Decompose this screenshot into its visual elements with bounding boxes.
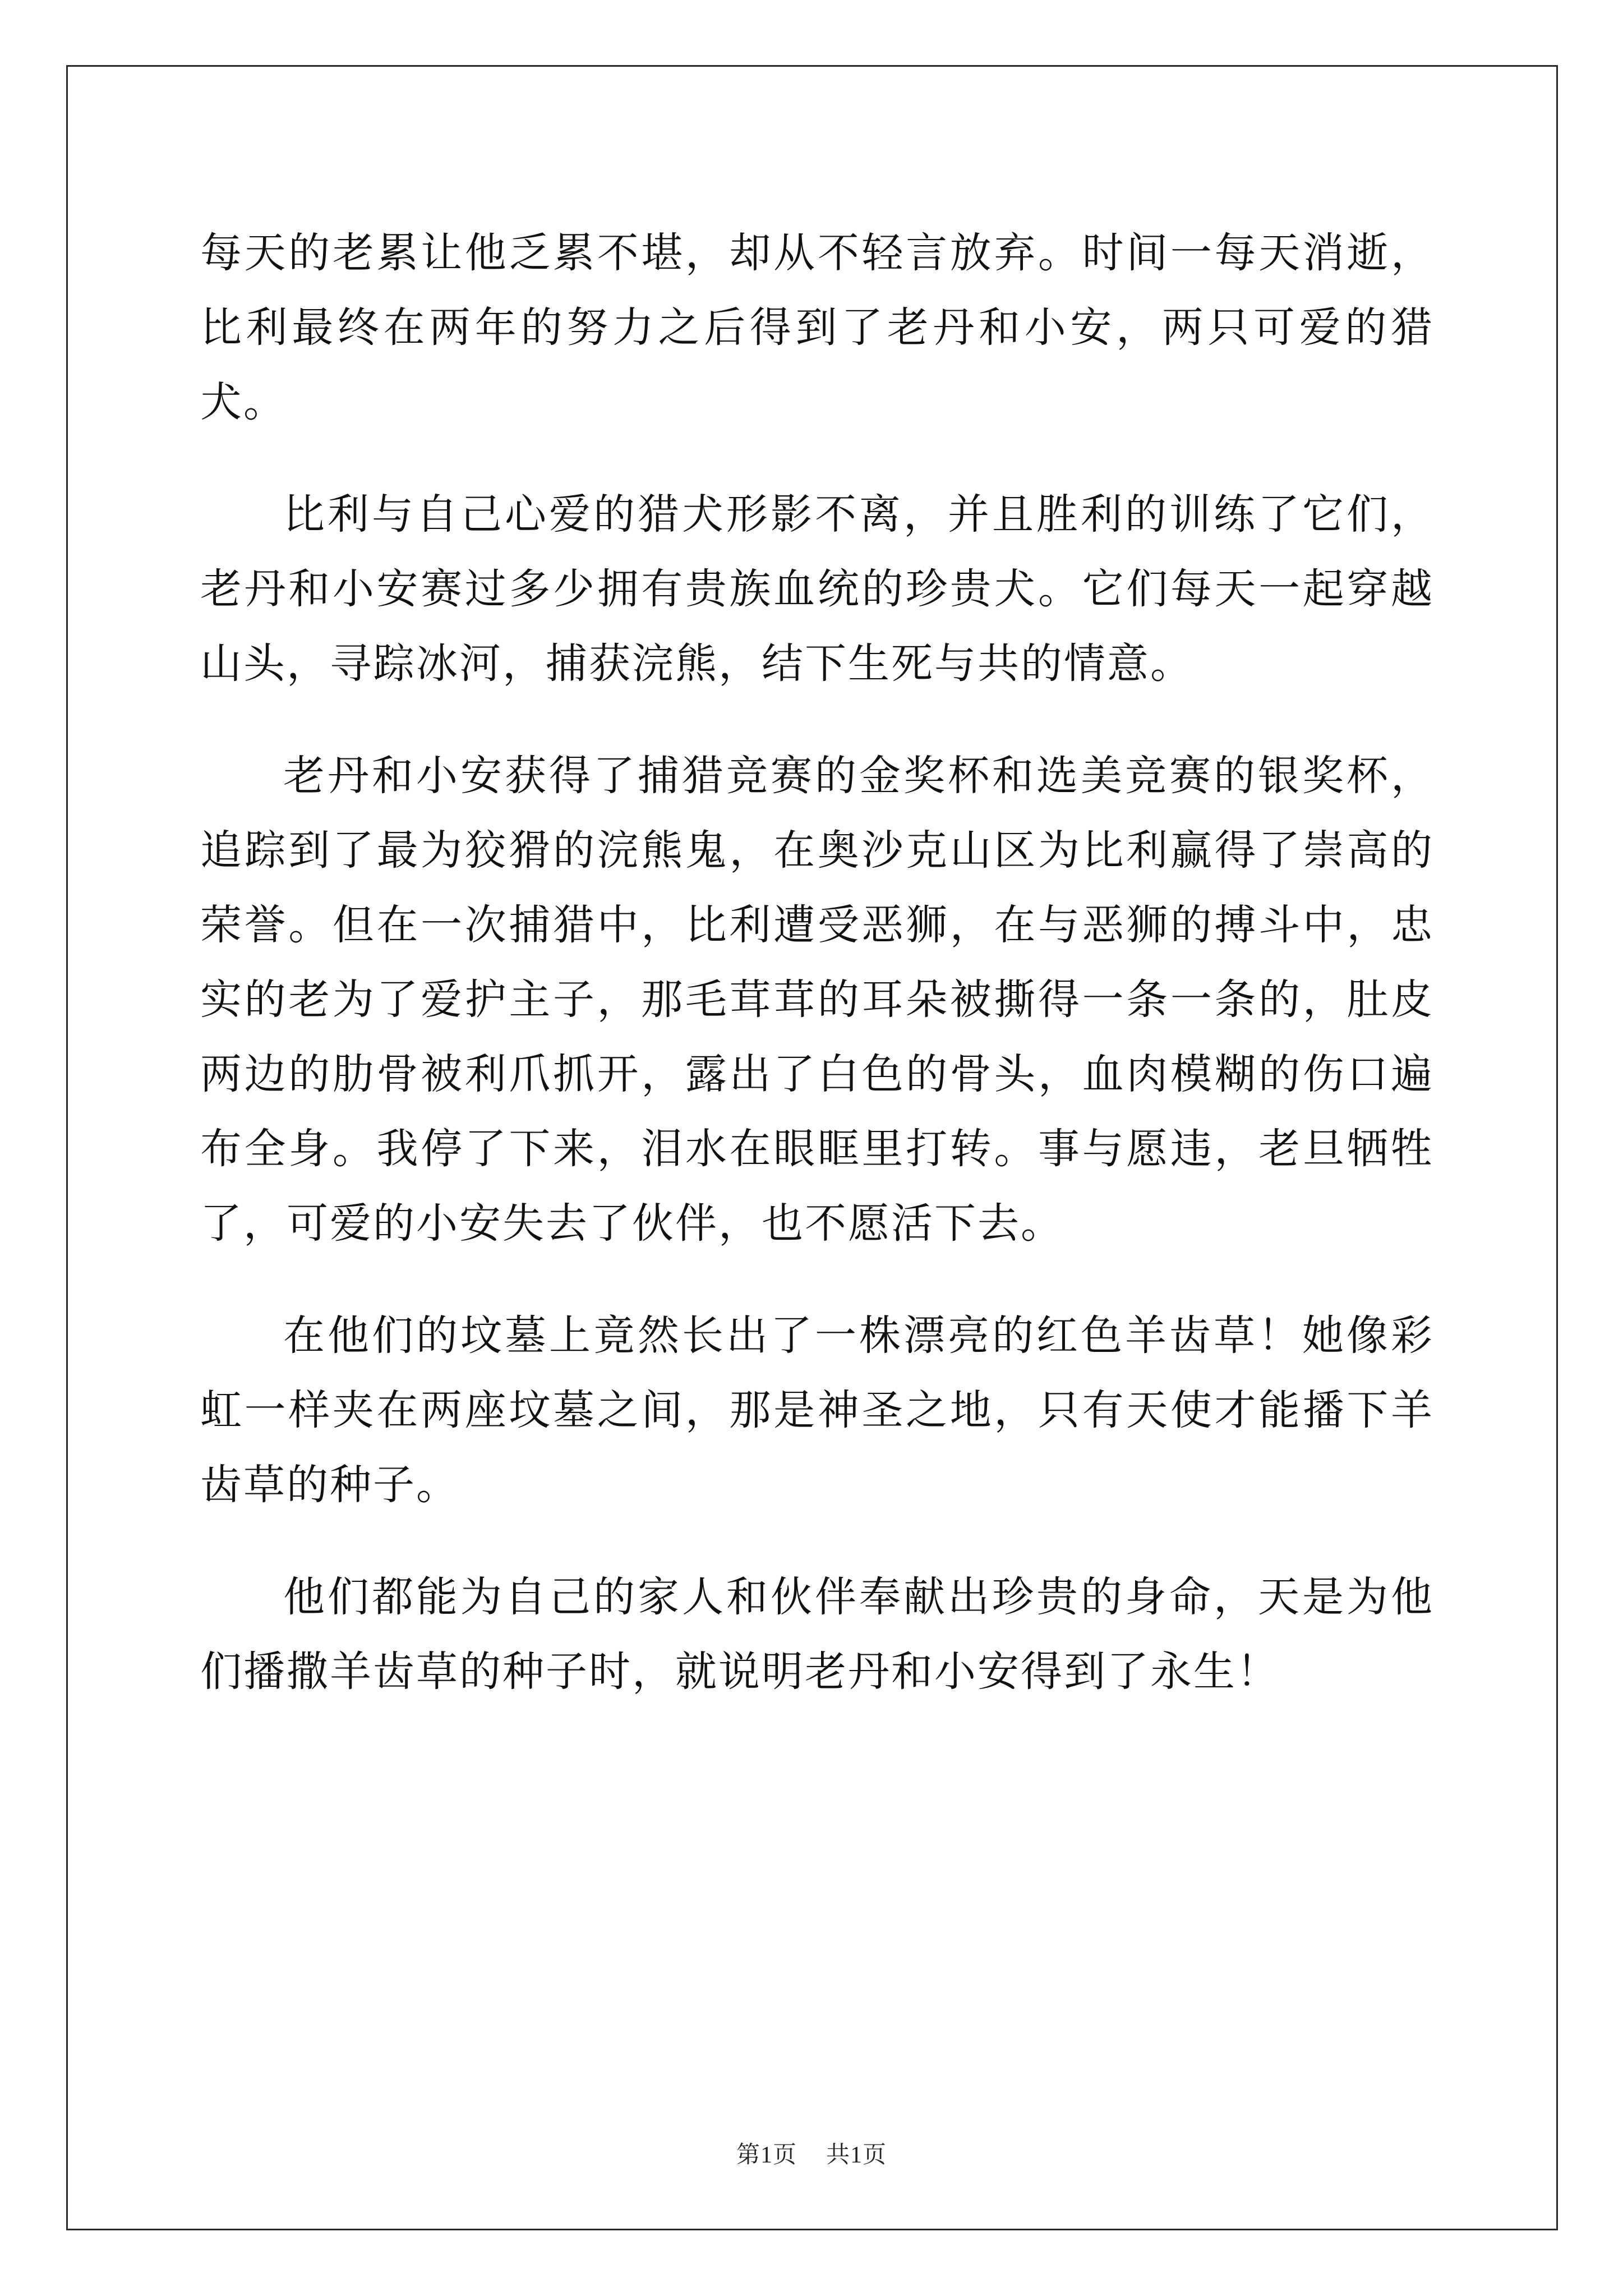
page-number: 第1页 [736,2142,797,2168]
document-body [200,216,1434,1709]
paragraph-3: 老丹和小安获得了捕猎竞赛的金奖杯和选美竞赛的银奖杯，追踪到了最为狡猾的浣熊鬼，在奥沙克山区为比利赢得了崇高的荣誉。但在一次捕猎中，比利遭受恶狮，在与恶狮的搏斗中，忠实的老为了爱护主子，那毛茸茸的耳朵被撕得一条一条的，肚皮两边的肋骨被利爪抓开，露出了白色的骨头，血肉模糊的伤口遍布全身。我停了下来，泪水在眼眶里打转。事与愿违，老旦牺牲了，可爱的小安失去了伙伴，也不愿活下去。 [200,752,1434,1248]
page-footer [0,2136,1623,2170]
paragraph-2: 比利与自己心爱的猎犬形影不离，并且胜利的训练了它们，老丹和小安赛过多少拥有贵族血统的珍贵犬。它们每天一起穿越山头，寻踪冰河，捕获浣熊，结下生死与共的情意。 [200,490,1434,688]
paragraph-1: 每天的老累让他乏累不堪，却从不轻言放弃。时间一每天消逝，比利最终在两年的努力之后得到了老丹和小安，两只可爱的猎犬。 [200,229,1434,426]
paragraph-5: 他们都能为自己的家人和伙伴奉献出珍贵的身命，天是为他们播撒羊齿草的种子时，就说明老丹和小安得到了永生！ [200,1573,1434,1696]
paragraph-4: 在他们的坟墓上竟然长出了一株漂亮的红色羊齿草！她像彩虹一样夹在两座坟墓之间，那是神圣之地，只有天使才能播下羊齿草的种子。 [200,1312,1434,1509]
page-total: 共1页 [826,2142,887,2168]
